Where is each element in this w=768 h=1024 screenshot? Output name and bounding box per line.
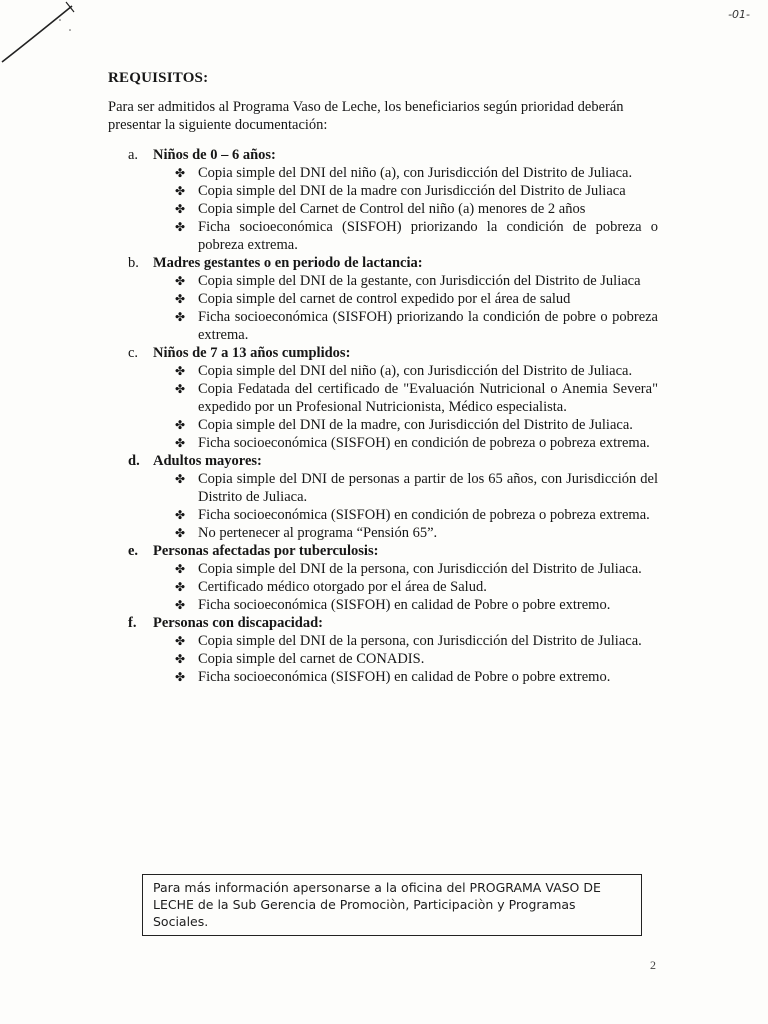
section-heading [128, 254, 658, 272]
requirements-list [128, 470, 658, 542]
section-heading [128, 452, 658, 470]
list-item: ✤ Ficha socioeconómica (SISFOH) en condición de pobreza o pobreza extrema. [175, 507, 650, 523]
section-letter: e. [128, 543, 139, 559]
section-disability [128, 614, 658, 686]
intro-paragraph: Para ser admitidos al Programa Vaso de Leche, los beneficiarios según prioridad deberán presentar la siguiente documentación: [108, 99, 624, 133]
list-item: ✤ Copia Fedatada del certificado de "Evaluación Nutricional o Anemia Severa" expedido por un Profesional Nutricionista, Médico especialista. [175, 381, 658, 415]
bullet-icon: ✤ [175, 580, 186, 594]
requirements-list [128, 164, 658, 254]
pen-stroke-mark [0, 0, 90, 80]
list-item: ✤ Ficha socioeconómica (SISFOH) priorizando la condición de pobre o pobreza extrema. [175, 309, 658, 343]
bullet-icon: ✤ [175, 418, 186, 432]
list-item: ✤ Ficha socioeconómica (SISFOH) priorizando la condición de pobreza o pobreza extrema. [175, 219, 658, 253]
section-heading [128, 146, 658, 164]
section-children-0-6 [128, 146, 658, 254]
information-box: Para más información apersonarse a la oficina del PROGRAMA VASO DE LECHE de la Sub Gerencia de Promociòn, Participaciòn y Programas Sociales. [142, 874, 642, 936]
list-item: ✤ Ficha socioeconómica (SISFOH) en calidad de Pobre o pobre extremo. [175, 669, 611, 685]
section-letter: a. [128, 147, 139, 163]
section-heading [128, 614, 658, 632]
list-item: ✤ Copia simple del DNI de la madre con Jurisdicción del Distrito de Juliaca [175, 183, 626, 199]
list-item: ✤ Copia simple del DNI del niño (a), con Jurisdicción del Distrito de Juliaca. [175, 363, 633, 379]
bullet-icon: ✤ [175, 184, 186, 198]
requirements-list [128, 560, 658, 614]
requirements-list [128, 632, 658, 686]
section-title: Personas afectadas por tuberculosis: [153, 543, 379, 559]
bullet-icon: ✤ [175, 508, 186, 522]
requirements-list [128, 272, 658, 344]
list-item: ✤ Copia simple del DNI de la persona, con Jurisdicción del Distrito de Juliaca. [175, 633, 642, 649]
bullet-icon: ✤ [175, 634, 186, 648]
list-item: ✤ Copia simple del carnet de control expedido por el área de salud [175, 291, 571, 307]
section-letter: b. [128, 255, 139, 271]
section-title: Adultos mayores: [153, 453, 262, 469]
requirements-heading: REQUISITOS: [108, 70, 209, 86]
section-title: Niños de 7 a 13 años cumplidos: [153, 345, 351, 361]
bullet-icon: ✤ [175, 310, 186, 324]
section-title: Niños de 0 – 6 años: [153, 147, 276, 163]
section-letter: c. [128, 345, 139, 361]
bullet-icon: ✤ [175, 166, 186, 180]
section-letter: d. [128, 453, 140, 469]
list-item: ✤ Copia simple del DNI de la gestante, con Jurisdicción del Distrito de Juliaca [175, 273, 641, 289]
list-item: ✤ Certificado médico otorgado por el área de Salud. [175, 579, 487, 595]
section-title: Madres gestantes o en periodo de lactancia: [153, 255, 423, 271]
section-older-adults [128, 452, 658, 542]
bullet-icon: ✤ [175, 670, 186, 684]
section-title: Personas con discapacidad: [153, 615, 323, 631]
section-letter: f. [128, 615, 137, 631]
page-number: 2 [650, 958, 656, 972]
section-heading [128, 344, 658, 362]
bullet-icon: ✤ [175, 436, 186, 450]
section-pregnant-mothers [128, 254, 658, 344]
bullet-icon: ✤ [175, 472, 186, 486]
section-heading [128, 542, 658, 560]
bullet-icon: ✤ [175, 364, 186, 378]
list-item: ✤ Ficha socioeconómica (SISFOH) en condición de pobreza o pobreza extrema. [175, 435, 650, 451]
bullet-icon: ✤ [175, 526, 186, 540]
bullet-icon: ✤ [175, 202, 186, 216]
list-item: ✤ Ficha socioeconómica (SISFOH) en calidad de Pobre o pobre extremo. [175, 597, 611, 613]
requirements-sections [128, 146, 658, 686]
bullet-icon: ✤ [175, 652, 186, 666]
bullet-icon: ✤ [175, 220, 186, 234]
list-item: ✤ Copia simple del DNI del niño (a), con Jurisdicción del Distrito de Juliaca. [175, 165, 633, 181]
requirements-list [128, 362, 658, 452]
list-item: ✤ Copia simple del DNI de la madre, con Jurisdicción del Distrito de Juliaca. [175, 417, 633, 433]
bullet-icon: ✤ [175, 274, 186, 288]
section-tuberculosis [128, 542, 658, 614]
page-stamp: -01- [728, 8, 750, 21]
bullet-icon: ✤ [175, 382, 186, 396]
list-item: ✤ Copia simple del DNI de la persona, con Jurisdicción del Distrito de Juliaca. [175, 561, 642, 577]
list-item: ✤ Copia simple del DNI de personas a partir de los 65 años, con Jurisdicción del Distrito de Juliaca. [175, 471, 658, 505]
list-item: ✤ Copia simple del Carnet de Control del niño (a) menores de 2 años [175, 201, 586, 217]
bullet-icon: ✤ [175, 562, 186, 576]
bullet-icon: ✤ [175, 292, 186, 306]
list-item: ✤ No pertenecer al programa “Pensión 65”. [175, 525, 438, 541]
bullet-icon: ✤ [175, 598, 186, 612]
list-item: ✤ Copia simple del carnet de CONADIS. [175, 651, 425, 667]
section-children-7-13 [128, 344, 658, 452]
